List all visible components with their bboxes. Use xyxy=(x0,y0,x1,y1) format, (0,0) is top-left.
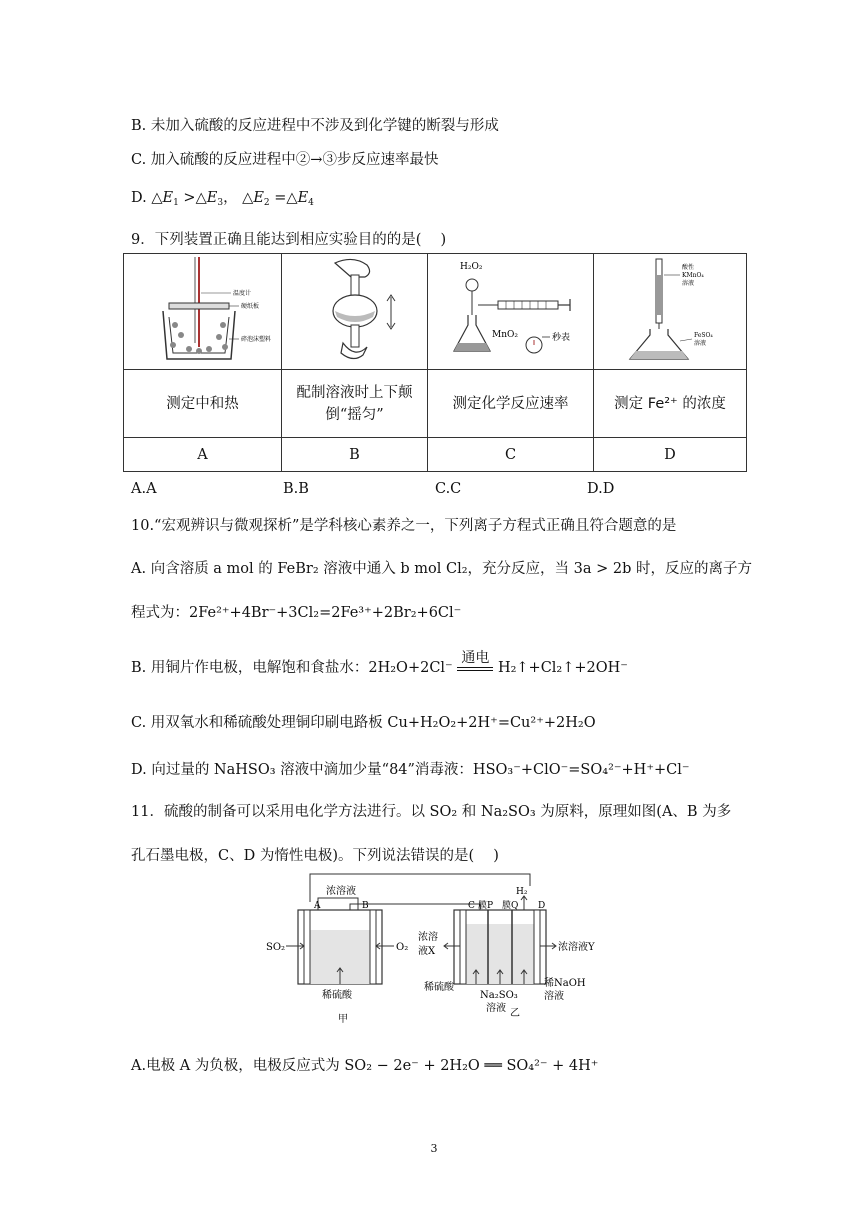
q9-label-c: C xyxy=(428,438,594,472)
foam-label: 碎泡沫塑料 xyxy=(240,335,271,343)
q10-option-c: C. 用双氧水和稀硫酸处理铜印刷电路板 Cu+H₂O₂+2H⁺=Cu²⁺+2H₂O xyxy=(131,715,596,731)
q8-option-d xyxy=(131,186,314,208)
q9-image-a xyxy=(124,254,282,370)
q10-option-a-line2: 程式为：2Fe²⁺+4Br⁻+3Cl₂=2Fe³⁺+2Br₂+6Cl⁻ xyxy=(131,605,462,621)
q9-desc-d-suffix: 的浓度 xyxy=(682,395,726,412)
q8-option-d-prefix: D. xyxy=(131,190,152,206)
conc-x-label-1: 浓溶 xyxy=(418,932,438,943)
q10-option-a-line1: A. 向含溶质 a mol 的 FeBr₂ 溶液中通入 b mol Cl₂，充分反应，当 3a > 2b 时，反应的离子方 xyxy=(131,561,752,577)
o2-label: O₂ xyxy=(396,942,409,953)
membrane-q-label: 膜Q xyxy=(502,901,519,911)
calorimeter-figure xyxy=(133,255,273,365)
q9-desc-b xyxy=(282,370,428,438)
q8-option-b: B. 未加入硫酸的反应进程中不涉及到化学键的断裂与形成 xyxy=(131,118,499,134)
kmno4-label: KMnO₄ xyxy=(682,271,704,279)
q9-desc-c: 测定化学反应速率 xyxy=(428,370,594,438)
electrochemical-cell-diagram xyxy=(258,870,618,1030)
kmno4-solution-label: 溶液 xyxy=(682,279,695,287)
q11-stem-line1: 11．硫酸的制备可以采用电化学方法进行。以 SO₂ 和 Na₂SO₃ 为原料，原理如图(A、B 为多 xyxy=(131,804,732,820)
volumetric-flask-figure xyxy=(295,255,415,365)
conc-solution-label: 浓溶液 xyxy=(326,886,356,897)
q9-desc-d xyxy=(594,370,747,438)
dilute-acid-label-jia: 稀硫酸 xyxy=(322,990,352,1001)
q9-label-d: D xyxy=(594,438,747,472)
q8-option-c: C. 加入硫酸的反应进程中②→③步反应速率最快 xyxy=(131,152,439,168)
q9-answer-d[interactable]: D.D xyxy=(587,481,615,497)
electrolysis-arrow xyxy=(457,650,493,677)
electrode-b-label: B xyxy=(362,901,369,911)
h2-label: H₂ xyxy=(516,887,528,897)
conc-x-label-2: 液X xyxy=(418,946,436,957)
electrode-d-label: D xyxy=(538,901,546,911)
q9-label-b: B xyxy=(282,438,428,472)
titration-figure xyxy=(600,255,740,365)
cell-jia-label: 甲 xyxy=(338,1014,348,1025)
q10-option-b-text: B. 用铜片作电极，电解饱和食盐水：2H₂O+2Cl⁻ xyxy=(131,660,453,676)
mno2-label: MnO₂ xyxy=(491,329,518,340)
q9-answer-a[interactable]: A.A xyxy=(131,481,157,497)
q9-image-b xyxy=(282,254,428,370)
thermometer-label: 温度计 xyxy=(232,289,251,297)
naoh-solution-label: 溶液 xyxy=(544,991,564,1002)
q9-apparatus-table xyxy=(123,253,747,472)
q8-option-d-formula: $\triangle E_1$ $>\triangle E_3$， $\triangle E_2$ $=\triangle E_4$ xyxy=(151,190,314,208)
h2o2-label: H₂O₂ xyxy=(459,261,482,272)
electrolysis-condition: 通电 xyxy=(461,650,490,666)
q9-desc-a: 测定中和热 xyxy=(124,370,282,438)
electrode-a-label: A xyxy=(314,901,321,911)
cell-yi-label: 乙 xyxy=(510,1008,520,1019)
na2so3-solution-label: 溶液 xyxy=(486,1003,506,1014)
feso4-solution-label: 溶液 xyxy=(694,339,707,347)
q9-desc-b-line2: 倒“摇匀” xyxy=(325,406,384,423)
q10-option-b-products: H₂↑+Cl₂↑+2OH⁻ xyxy=(497,660,628,676)
membrane-p-label: 膜P xyxy=(478,901,494,911)
q9-desc-d-prefix: 测定 xyxy=(614,395,644,412)
q9-desc-b-line1: 配制溶液时上下颠 xyxy=(296,384,413,401)
q11-option-a: A.电极 A 为负极，电极反应式为 SO₂ − 2e⁻ + 2H₂O ══ SO₄²⁻ + 4H⁺ xyxy=(131,1058,599,1074)
q10-stem: 10.“宏观辨识与微观探析”是学科核心素养之一，下列离子方程式正确且符合题意的是 xyxy=(131,518,677,534)
electrode-c-label: C xyxy=(468,901,475,911)
acidic-label: 酸性 xyxy=(682,263,695,271)
cardboard-label: 硬纸板 xyxy=(240,302,259,310)
q9-desc-d-ion: Fe²⁺ xyxy=(647,395,678,412)
q11-stem-line2: 孔石墨电极，C、D 为惰性电极)。下列说法错误的是( ) xyxy=(131,848,499,864)
q10-option-d: D. 向过量的 NaHSO₃ 溶液中滴加少量“84”消毒液：HSO₃⁻+ClO⁻=SO₄²⁻+H⁺+Cl⁻ xyxy=(131,762,690,778)
naoh-label: 稀NaOH xyxy=(544,978,586,989)
q9-label-a: A xyxy=(124,438,282,472)
q9-answer-c[interactable]: C.C xyxy=(435,481,462,497)
conc-y-label: 浓溶液Y xyxy=(558,942,595,953)
reaction-rate-figure xyxy=(436,255,586,365)
q9-image-d xyxy=(594,254,747,370)
q9-answer-b[interactable]: B.B xyxy=(283,481,309,497)
dilute-acid-label-yi: 稀硫酸 xyxy=(424,982,454,993)
na2so3-label: Na₂SO₃ xyxy=(480,990,518,1001)
q9-image-c xyxy=(428,254,594,370)
q9-stem: 9．下列装置正确且能达到相应实验目的的是( ) xyxy=(131,232,447,248)
feso4-label: FeSO₄ xyxy=(694,331,713,339)
stopwatch-label: 秒表 xyxy=(551,332,570,343)
page-number: 3 xyxy=(430,1142,438,1155)
q10-option-b xyxy=(131,650,628,677)
so2-label: SO₂ xyxy=(266,942,286,953)
